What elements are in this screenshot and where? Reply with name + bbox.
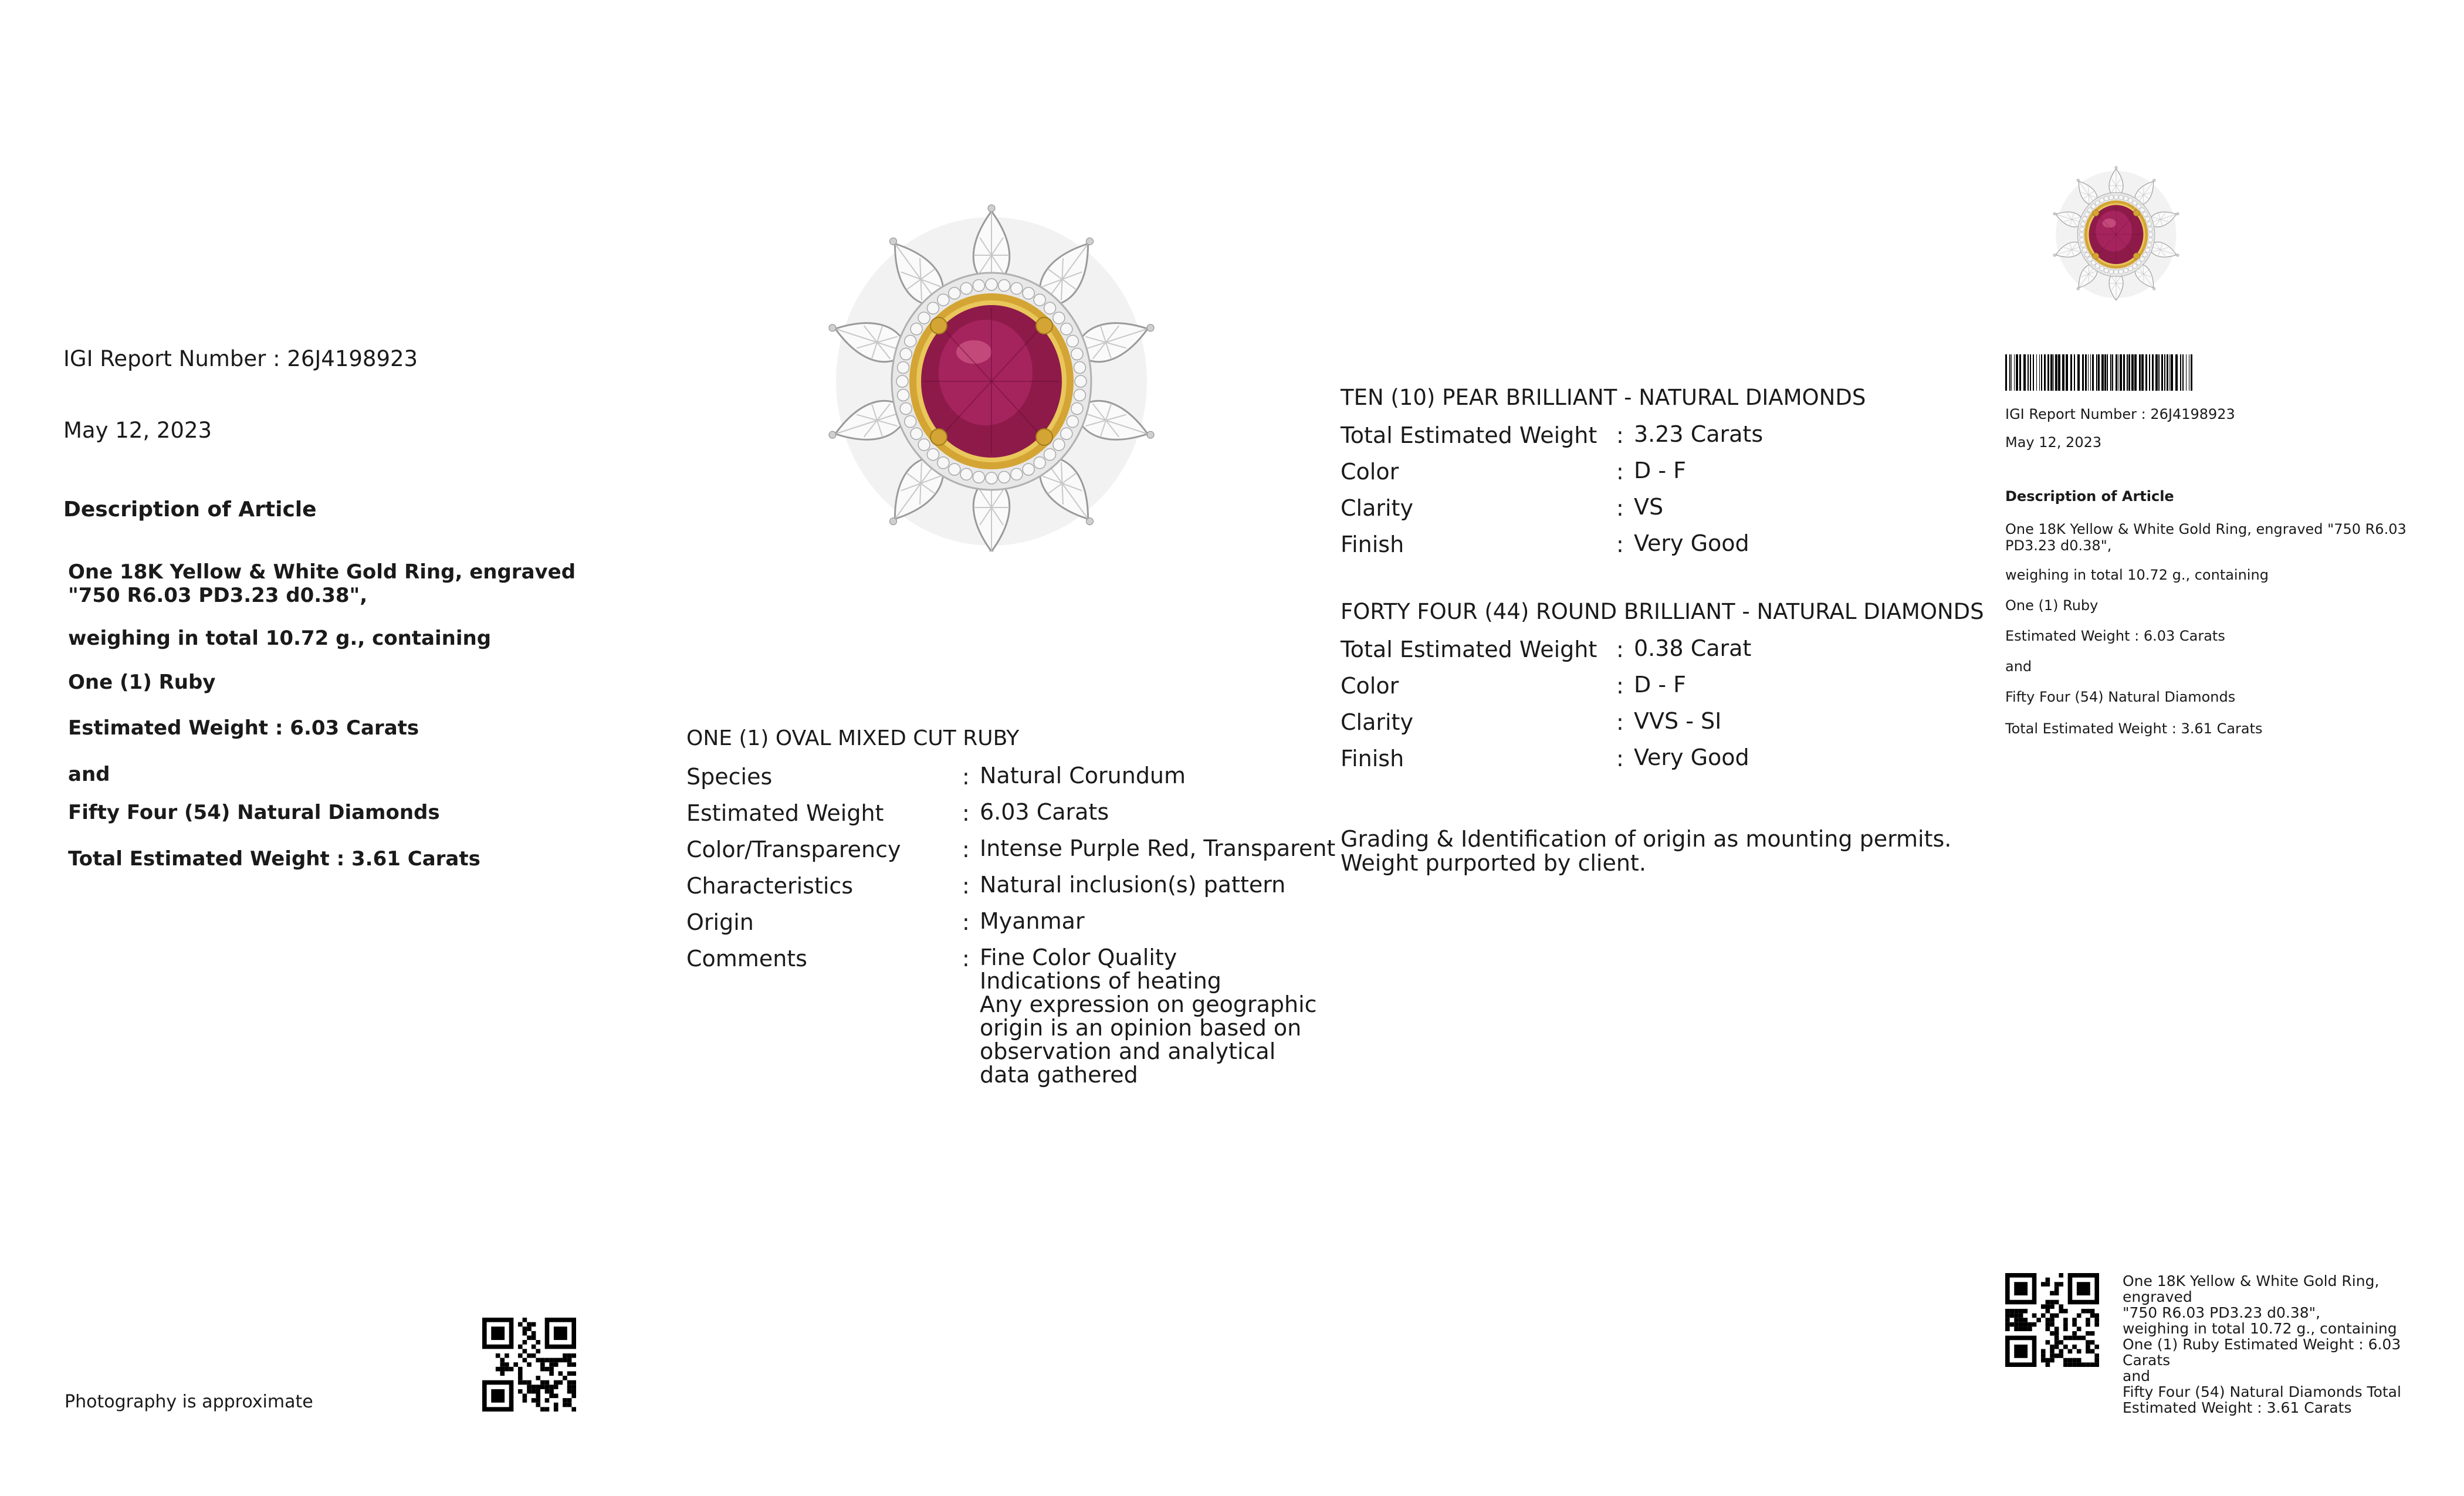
spec-colon: : (1616, 709, 1624, 735)
spec-colon: : (962, 764, 970, 790)
spec-value: 3.23 Carats (1634, 421, 1764, 447)
spec-value: origin is an opinion based on (980, 1015, 1302, 1041)
grading-note-line: Grading & Identification of origin as mounting permits. (1341, 826, 1952, 852)
spec-label: Color/Transparency (686, 837, 901, 862)
spec-colon: : (1616, 746, 1624, 771)
grading-note-line: Weight purported by client. (1341, 850, 1646, 876)
report-date: May 12, 2023 (63, 418, 212, 443)
card-description-title: Description of Article (2005, 488, 2174, 505)
spec-value: data gathered (980, 1062, 1138, 1088)
spec-label: Total Estimated Weight (1341, 422, 1597, 448)
spec-label: Comments (686, 946, 807, 972)
card-bottom-line: Fifty Four (54) Natural Diamonds Total (2123, 1383, 2401, 1400)
spec-value: observation and analytical (980, 1038, 1276, 1064)
card-line: Estimated Weight : 6.03 Carats (2005, 628, 2225, 644)
ring-thumbnail (2049, 160, 2184, 300)
spec-colon: : (1616, 673, 1624, 699)
card-line: PD3.23 d0.38", (2005, 537, 2112, 554)
pear-section-title: TEN (10) PEAR BRILLIANT - NATURAL DIAMONDS (1341, 385, 1866, 410)
round-section-title: FORTY FOUR (44) ROUND BRILLIANT - NATURAL DIAMONDS (1341, 599, 1984, 624)
spec-label: Color (1341, 459, 1399, 485)
spec-value: Very Good (1634, 744, 1749, 770)
description-line: Total Estimated Weight : 3.61 Carats (68, 847, 480, 871)
card-bottom-line: One (1) Ruby Estimated Weight : 6.03 Carats (2123, 1336, 2401, 1369)
spec-colon: : (962, 800, 970, 826)
card-bottom-line: One 18K Yellow & White Gold Ring, engraved (2123, 1272, 2380, 1305)
spec-label: Finish (1341, 746, 1404, 771)
spec-value: Any expression on geographic (980, 991, 1317, 1017)
spec-value: Natural inclusion(s) pattern (980, 872, 1286, 898)
description-line: weighing in total 10.72 g., containing (68, 627, 492, 650)
card-line: Total Estimated Weight : 3.61 Carats (2005, 720, 2263, 737)
spec-value: VS (1634, 494, 1664, 520)
spec-label: Characteristics (686, 873, 854, 899)
spec-value: Very Good (1634, 530, 1749, 556)
report-number: IGI Report Number : 26J4198923 (63, 346, 418, 371)
spec-value: 6.03 Carats (980, 799, 1109, 825)
spec-label: Origin (686, 909, 754, 935)
card-bottom-line: "750 R6.03 PD3.23 d0.38", (2123, 1304, 2321, 1321)
card-line: Fifty Four (54) Natural Diamonds (2005, 689, 2236, 705)
ruby-section-title: ONE (1) OVAL MIXED CUT RUBY (686, 726, 1020, 750)
card-bottom-line: and (2123, 1368, 2151, 1385)
spec-colon: : (1616, 422, 1624, 448)
spec-label: Finish (1341, 532, 1404, 557)
spec-value: D - F (1634, 672, 1686, 698)
spec-value: Myanmar (980, 908, 1085, 934)
spec-colon: : (1616, 532, 1624, 557)
spec-value: Indications of heating (980, 968, 1221, 994)
description-line: One (1) Ruby (68, 671, 216, 694)
spec-value: Natural Corundum (980, 763, 1186, 788)
spec-value: VVS - SI (1634, 708, 1722, 734)
barcode (2005, 354, 2193, 393)
card-bottom-line: weighing in total 10.72 g., containing (2123, 1320, 2397, 1337)
card-line: One (1) Ruby (2005, 597, 2099, 614)
card-line: and (2005, 658, 2032, 675)
spec-label: Estimated Weight (686, 800, 884, 826)
spec-label: Clarity (1341, 709, 1413, 735)
spec-colon: : (962, 909, 970, 935)
spec-colon: : (1616, 459, 1624, 485)
card-date: May 12, 2023 (2005, 434, 2102, 451)
spec-value: 0.38 Carat (1634, 635, 1752, 661)
description-line: Fifty Four (54) Natural Diamonds (68, 801, 440, 824)
spec-value: D - F (1634, 458, 1686, 483)
description-line: and (68, 763, 110, 786)
spec-colon: : (1616, 637, 1624, 662)
description-line: Estimated Weight : 6.03 Carats (68, 716, 419, 740)
qr-code[interactable] (482, 1318, 576, 1412)
description-line: One 18K Yellow & White Gold Ring, engraved "750 R6.03 PD3.23 d0.38", (68, 560, 576, 607)
spec-value: Fine Color Quality (980, 945, 1177, 970)
spec-label: Color (1341, 673, 1399, 699)
spec-label: Species (686, 764, 773, 790)
spec-label: Clarity (1341, 495, 1413, 521)
card-bottom-line: Estimated Weight : 3.61 Carats (2123, 1399, 2352, 1416)
ring-photo (821, 188, 1162, 551)
card-qr-code[interactable] (2005, 1273, 2099, 1367)
description-title: Description of Article (63, 497, 317, 522)
card-report-number: IGI Report Number : 26J4198923 (2005, 406, 2235, 422)
card-bottom-text (2123, 1273, 2451, 1416)
spec-colon: : (962, 946, 970, 972)
spec-value: Intense Purple Red, Transparent (980, 835, 1336, 861)
card-line: One 18K Yellow & White Gold Ring, engraved "750 R6.03 (2005, 521, 2407, 537)
spec-colon: : (1616, 495, 1624, 521)
spec-colon: : (962, 873, 970, 899)
spec-label: Total Estimated Weight (1341, 637, 1597, 662)
spec-colon: : (962, 837, 970, 862)
photo-note: Photography is approximate (65, 1392, 313, 1412)
card-line: weighing in total 10.72 g., containing (2005, 567, 2269, 583)
grading-note (1341, 827, 1951, 875)
